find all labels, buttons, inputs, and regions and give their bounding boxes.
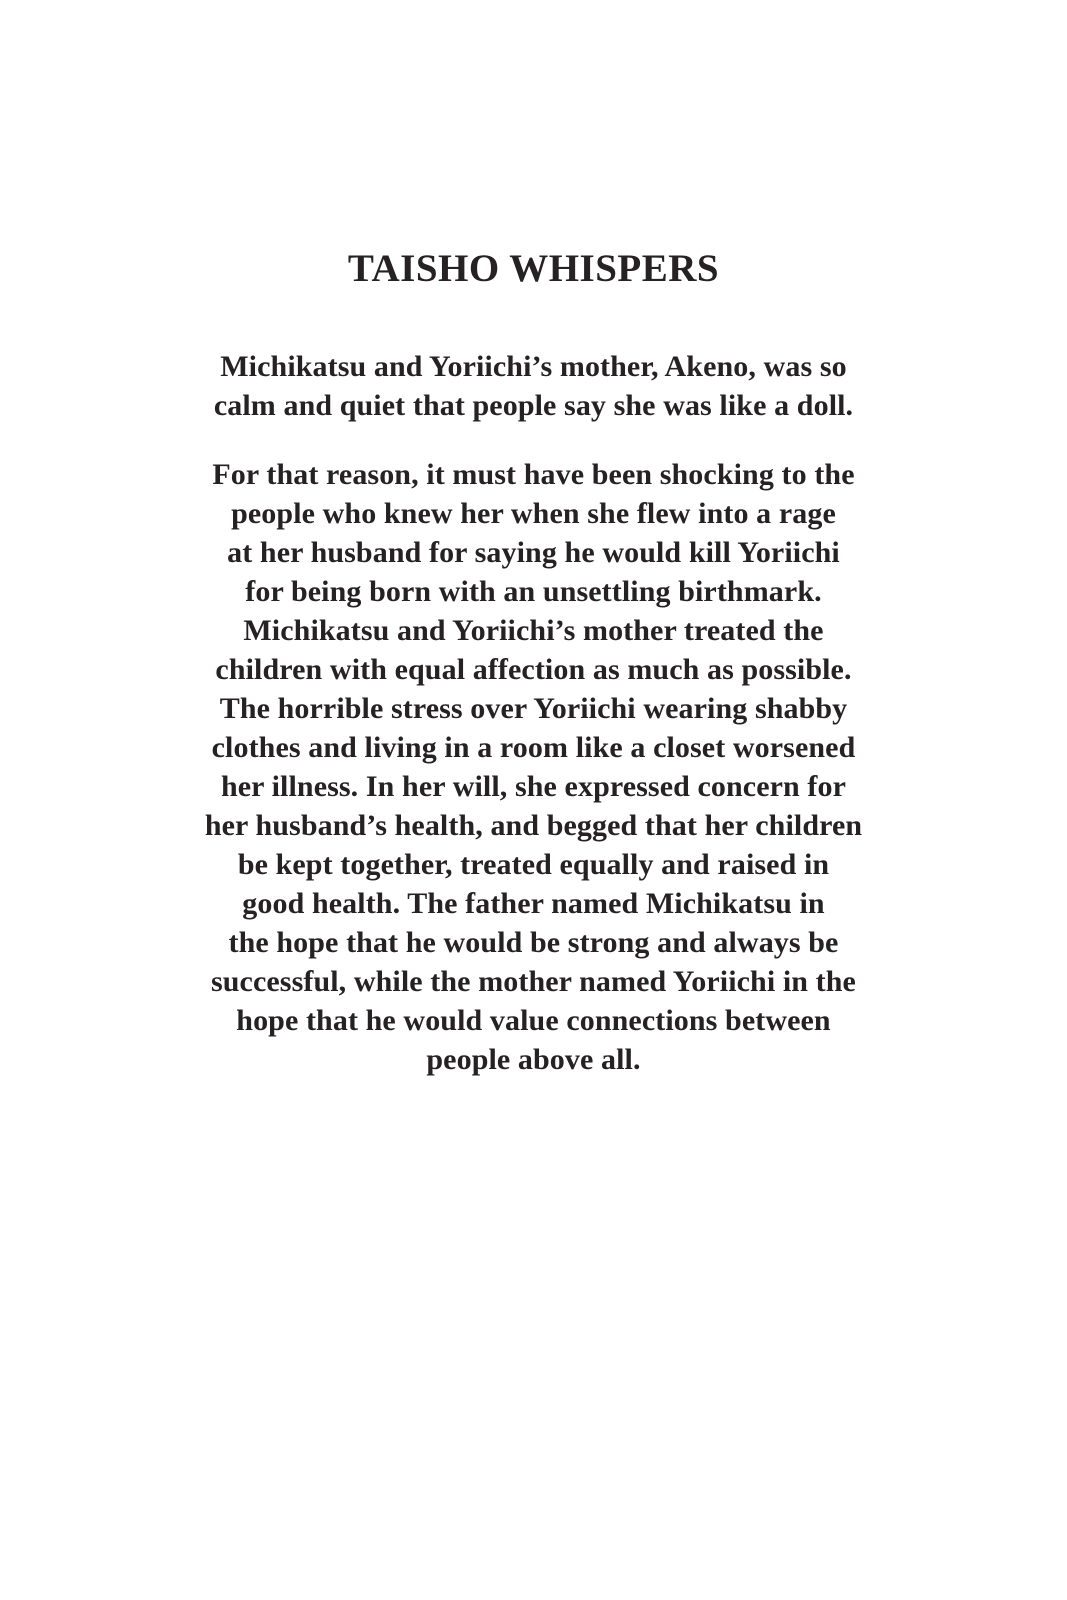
text-line: For that reason, it must have been shocking to the bbox=[212, 457, 855, 491]
text-line: her illness. In her will, she expressed concern for bbox=[220, 769, 847, 803]
text-line: at her husband for saying he would kill Yoriichi bbox=[227, 535, 840, 569]
text-line: people who knew her when she flew into a rage bbox=[231, 496, 836, 530]
text-line: for being born with an unsettling birthmark. bbox=[245, 574, 822, 608]
text-line: clothes and living in a room like a closet worsened bbox=[211, 730, 856, 764]
text-line: hope that he would value connections between bbox=[236, 1003, 831, 1037]
text-line: her husband’s health, and begged that her children bbox=[204, 808, 863, 842]
text-line: Michikatsu and Yoriichi’s mother treated the bbox=[243, 613, 824, 647]
paragraph-body bbox=[124, 455, 944, 1079]
text-line: the hope that he would be strong and always be bbox=[228, 925, 839, 959]
text-line: The horrible stress over Yoriichi wearing shabby bbox=[219, 691, 848, 725]
text-line: calm and quiet that people say she was like a doll. bbox=[213, 388, 854, 422]
text-line: be kept together, treated equally and raised in bbox=[237, 847, 830, 881]
text-line: children with equal affection as much as possible. bbox=[215, 652, 852, 686]
text-line: Michikatsu and Yoriichi’s mother, Akeno, was so bbox=[220, 349, 847, 383]
text-line: people above all. bbox=[426, 1042, 641, 1076]
text-line: successful, while the mother named Yoriichi in the bbox=[211, 964, 856, 998]
page-title: TAISHO WHISPERS bbox=[347, 247, 720, 290]
paragraph-intro bbox=[124, 347, 944, 425]
text-line: good health. The father named Michikatsu in bbox=[242, 886, 825, 920]
